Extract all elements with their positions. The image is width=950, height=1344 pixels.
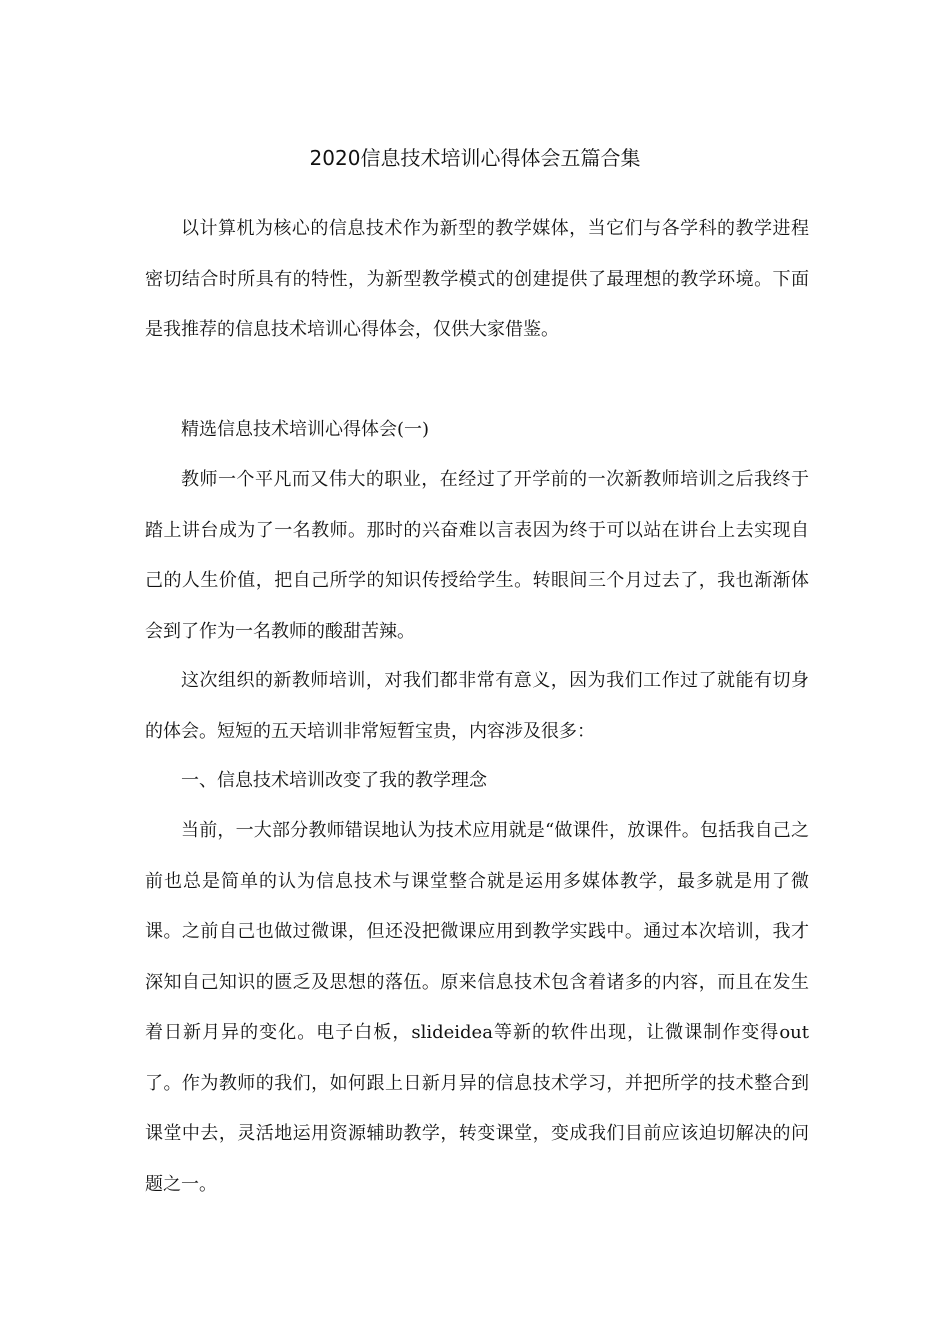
intro-paragraph: 以计算机为核心的信息技术作为新型的教学媒体，当它们与各学科的教学进程密切结合时所具有的特性，为新型教学模式的创建提供了最理想的教学环境。下面是我推荐的信息技术培训心得体会，仅供大家借鉴。 bbox=[145, 218, 809, 340]
section-heading-one: 精选信息技术培训心得体会(一) bbox=[181, 419, 430, 440]
paragraph-training-meaning: 这次组织的新教师培训，对我们都非常有意义，因为我们工作过了就能有切身的体会。短短的五天培训非常短暂宝贵，内容涉及很多： bbox=[145, 670, 809, 742]
document-title: 2020信息技术培训心得体会五篇合集 bbox=[309, 146, 641, 170]
paragraph-technology-application: 当前，一大部分教师错误地认为技术应用就是“做课件，放课件。包括我自己之前也总是简单的认为信息技术与课堂整合就是运用多媒体教学，最多就是用了微课。之前自己也做过微课，但还没把微课应用到教学实践中。通过本次培训，我才深知自己知识的匮乏及思想的落伍。原来信息技术包含着诸多的内容，而且在发生着日新月异的变化。电子白板，slideidea等新的软件出现，让微课制作变得out了。作为教师的我们，如何跟上日新月异的信息技术学习，并把所学的技术整合到课堂中去，灵活地运用资源辅助教学，转变课堂，变成我们目前应该迫切解决的问题之一。 bbox=[145, 820, 809, 1195]
subheading-teaching-concept: 一、信息技术培训改变了我的教学理念 bbox=[181, 770, 487, 791]
paragraph-teacher-career: 教师一个平凡而又伟大的职业，在经过了开学前的一次新教师培训之后我终于踏上讲台成为了一名教师。那时的兴奋难以言表因为终于可以站在讲台上去实现自己的人生价值，把自己所学的知识传授给学生。转眼间三个月过去了，我也渐渐体会到了作为一名教师的酸甜苦辣。 bbox=[145, 469, 809, 642]
